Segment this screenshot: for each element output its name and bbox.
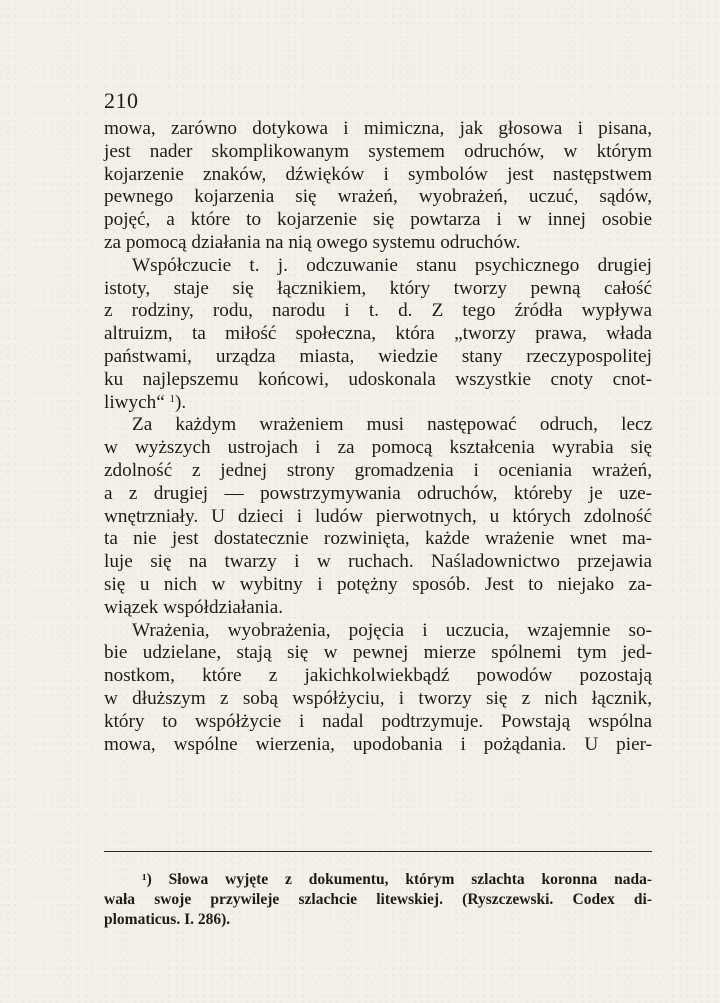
footnote-divider: [104, 851, 652, 852]
text-line: pojęć, a które to kojarzenie się powtarza i w innej osobie: [104, 209, 652, 231]
text-line: państwami, urządza miasta, wiedzie stany rzeczypospolitej: [104, 345, 652, 367]
text-line: Współczucie t. j. odczuwanie stanu psychicznego drugiej: [132, 254, 652, 276]
text-line: a z drugiej — powstrzymywania odruchów, któreby je uze-: [104, 482, 652, 504]
text-line: nostkom, które z jakichkolwiekbądź powodów pozostają: [104, 665, 652, 687]
text-line: istoty, staje się łącznikiem, który tworzy pewną całość: [104, 277, 652, 299]
text-line: bie udzielane, stają się w pewnej mierze spólnemi tym jed-: [104, 642, 652, 664]
text-line: ta nie jest dostatecznie rozwinięta, każde wrażenie wnet ma-: [104, 528, 652, 550]
text-line: w wyższych ustrojach i za pomocą kształcenia wyrabia się: [104, 437, 652, 459]
page-number: 210: [104, 88, 139, 113]
text-fragment: ).: [175, 391, 187, 413]
text-line: Wrażenia, wyobrażenia, pojęcia i uczucia, wzajemnie so-: [132, 619, 652, 641]
text-line-with-footnote-ref: [104, 392, 652, 415]
text-line: jest nader skomplikowanym systemem odruchów, w którym: [104, 140, 652, 162]
text-line: z rodziny, rodu, narodu i t. d. Z tego źródła wypływa: [104, 300, 652, 322]
text-line: który to współżycie i nadal podtrzymuje. Powstają wspólna: [104, 710, 652, 732]
footnote-ref: 1: [169, 392, 176, 405]
text-line: wnętrzniały. U dzieci i ludów pierwotnych, u których zdolność: [104, 505, 652, 527]
footnote-line: plomaticus. I. 286).: [104, 911, 231, 928]
text-line: wiązek współdziałania.: [104, 596, 284, 618]
body-text: [104, 118, 652, 756]
text-line: mowa, zarówno dotykowa i mimiczna, jak głosowa i pisana,: [104, 118, 652, 139]
footnotes: [104, 870, 652, 930]
text-line: kojarzenie znaków, dźwięków i symbolów jest następstwem: [104, 163, 652, 185]
text-line: ku najlepszemu końcowi, udoskonala wszystkie cnoty cnot-: [104, 368, 652, 390]
footnote-line: wała swoje przywileje szlachcie litewskiej. (Ryszczewski. Codex di-: [104, 891, 652, 908]
footnote-line: ¹) Słowa wyjęte z dokumentu, którym szlachta koronna nada-: [142, 871, 652, 888]
text-line: luje się na twarzy i w ruchach. Naśladownictwo przejawia: [104, 551, 652, 573]
text-line: mowa, wspólne wierzenia, upodobania i pożądania. U pier-: [104, 733, 652, 755]
text-line: zdolność z jednej strony gromadzenia i oceniania wrażeń,: [104, 459, 652, 481]
text-line: się u nich w wybitny i potężny sposób. Jest to niejako za-: [104, 573, 652, 595]
text-line: za pomocą działania na nią owego systemu odruchów.: [104, 231, 521, 253]
text-line: Za każdym wrażeniem musi następować odruch, lecz: [132, 414, 652, 436]
text-fragment: liwych“: [104, 391, 165, 413]
text-line: pewnego kojarzenia się wrażeń, wyobrażeń, uczuć, sądów,: [104, 186, 652, 208]
text-line: w dłuższym z sobą współżyciu, i tworzy się z nich łącznik,: [104, 687, 652, 709]
text-line: altruizm, ta miłość społeczna, która „tworzy prawa, włada: [104, 323, 652, 345]
